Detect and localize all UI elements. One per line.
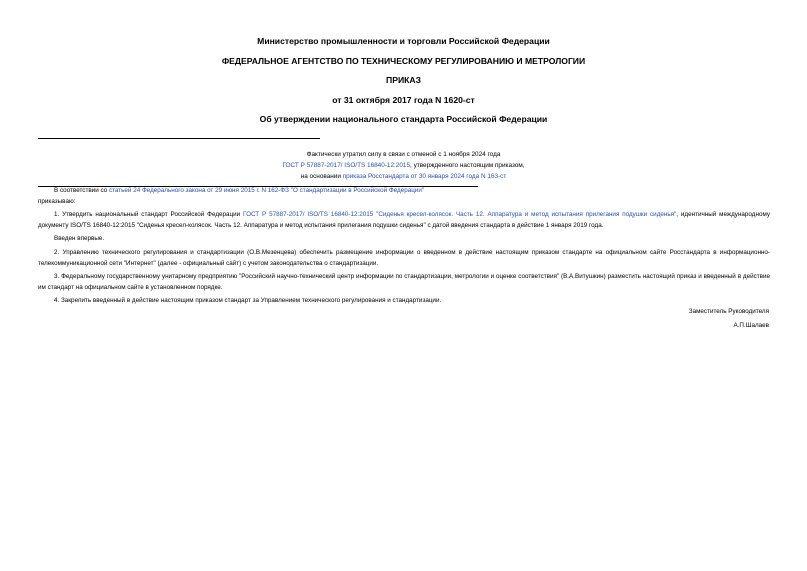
standard-link[interactable]: ГОСТ Р 57887-2017/ ISO/TS 16840-12:2015 "Сиденья кресел-колясок. Часть 12. Аппаратура и метод испытания прилегания подушки сиденья" bbox=[243, 211, 677, 219]
item-3-paragraph: 3. Федеральному государственному унитарному предприятию "Российский научно-технический центр информации по стандартизации, метрологии и оценке соответствия" (В.А.Витушкин) разместить настоящий приказ и введенный в действие им стандарт на официальном сайте в установленном порядке. bbox=[38, 273, 770, 291]
item-1-rest: , идентичный международному документу ISO/TS 16840-12:2015 "Сиденья кресел-колясок. Часть 12. Аппаратура и метод испытания прилегания подушки сиденья" с датой введения стандарта в действие 1 января 2019 года. bbox=[38, 211, 770, 229]
status-note bbox=[200, 149, 607, 182]
order-word: приказываю: bbox=[38, 197, 76, 205]
item-4-paragraph: 4. Закрепить введенный в действие настоящим приказом стандарт за Управлением технического регулирования и стандартизации. bbox=[54, 297, 442, 305]
subject-heading: Об утверждении национального стандарта Российской Федерации bbox=[259, 114, 548, 124]
item-1-prefix: 1. Утвердить национальный стандарт Российской Федерации bbox=[54, 211, 244, 219]
signature-name: А.П.Шалаев bbox=[733, 321, 769, 329]
status-note-line-3 bbox=[200, 171, 607, 182]
federal-law-link[interactable]: статьей 24 Федерального закона от 29 июня 2015 г. N 162-ФЗ "О стандартизации в Российской Федерации" bbox=[108, 187, 425, 194]
item-1-paragraph bbox=[38, 210, 770, 231]
document-type-heading: ПРИКАЗ bbox=[386, 75, 421, 85]
introduced-note: Введен впервые. bbox=[54, 235, 105, 243]
status-note-line-1: Фактически утратил силу в связи с отменой с 1 ноября 2024 года bbox=[306, 151, 501, 158]
status-note-line-2 bbox=[200, 160, 607, 171]
status-note-line-2-text: , утвержденного настоящим приказом, bbox=[410, 162, 525, 169]
agency-heading: ФЕДЕРАЛЬНОЕ АГЕНТСТВО ПО ТЕХНИЧЕСКОМУ РЕГУЛИРОВАНИЮ И МЕТРОЛОГИИ bbox=[221, 56, 586, 66]
signature-title: Заместитель Руководителя bbox=[688, 308, 769, 315]
cancellation-order-link[interactable]: приказа Росстандарта от 30 января 2024 года N 163-ст bbox=[342, 173, 507, 180]
preamble-prefix: В соответствии со bbox=[54, 187, 109, 194]
preamble-paragraph bbox=[38, 186, 770, 197]
ministry-heading: Министерство промышленности и торговли Российской Федерации bbox=[257, 36, 550, 46]
gost-link[interactable]: ГОСТ Р 57887-2017/ ISO/TS 16840-12:2015 bbox=[282, 162, 411, 169]
item-2-paragraph: 2. Управлению технического регулирования и стандартизации (О.В.Мезенцева) обеспечить размещение информации о введенном в действие настоящим приказом стандарте на официальном сайте Росстандарта в информационно-телекоммуникационной сети "Интернет" (далее - официальный сайт) с учетом законодательства о стандартизации. bbox=[38, 248, 770, 267]
status-note-line-3-prefix: на основании bbox=[300, 173, 343, 180]
document-body bbox=[38, 186, 770, 307]
separator-line bbox=[38, 138, 320, 139]
date-number-heading: от 31 октября 2017 года N 1620-ст bbox=[332, 95, 475, 105]
signature-block bbox=[689, 307, 769, 331]
